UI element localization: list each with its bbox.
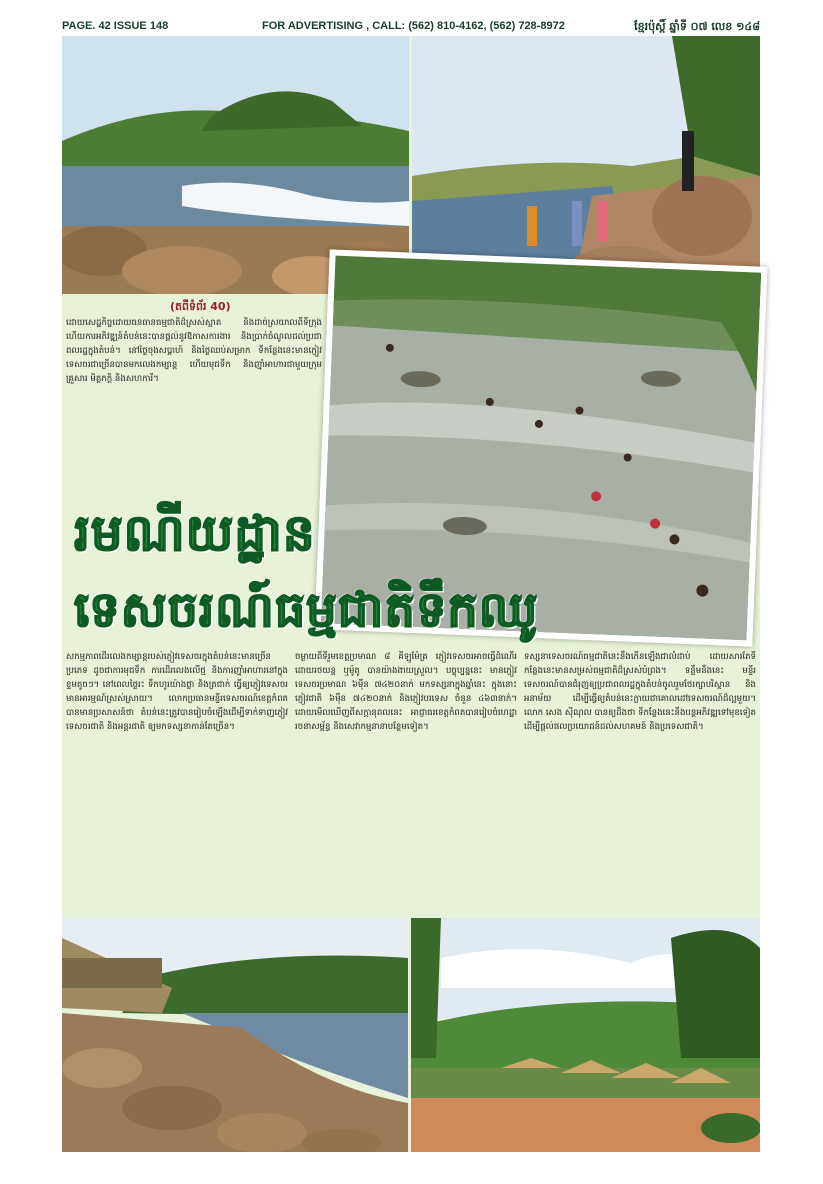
page-issue-label: PAGE. 42 ISSUE 148 (62, 20, 169, 32)
article-title-line2: ទេសចរណ៍ធម្មជាតិទឹកឈូ (74, 582, 539, 638)
photo-huts-in-valley (411, 918, 760, 1152)
advertising-contact: FOR ADVERTISING , CALL: (562) 810-4162, (562) 728-8972 (262, 20, 565, 32)
body-column-3: ទស្សនាទេសចរណ៍ធម្មជាតិនេះនឹងកើនឡើងជាលំដាប់ ដោយសារតែទីកន្លែងនេះមានសម្រស់ធម្មជាតិដ៏ស្រស់បំព្រង។ ទន្ទឹមនឹងនេះ មន្ទីរទេសចរណ៍បានជំរុញឲ្យប្រជាពលរដ្ឋក្នុងតំបន់ចូលរួមថែរក្សាបរិស្ថាន និងអនាម័យ ដើម្បីធ្វើឲ្យតំបន់នេះក្លាយជាគោលដៅទេសចរណ៍ដ៏ល្អមួយ។ លោក សេង ស៊ីណុល បានឲ្យដឹងថា ទីកន្លែងនេះនឹងបន្តអភិវឌ្ឍទៅមុខទៀត ដើម្បីផ្តល់ផលប្រយោជន៍ដល់សហគមន៍ និងប្រទេសជាតិ។ (524, 652, 756, 733)
photo-huts-by-river (62, 918, 408, 1152)
article-title-line1: រមណីយដ្ឋាន (74, 504, 316, 562)
body-column-1: សកម្មភាពដើរលេងកម្សាន្តរបស់ភ្ញៀវទេសចរក្នុងតំបន់នេះមានច្រើនប្រភេទ ដូចជាការមុជទឹក ការដើរលេងលើថ្ម និងការញ៉ាំអាហារនៅក្នុងខ្ទមតូចៗ។ នៅពេលថ្ងៃរះ ទឹកហូរយ៉ាងថ្លា និងត្រជាក់ ធ្វើឲ្យភ្ញៀវទេសចរមានអារម្មណ៍ស្រស់ស្រាយ។ លោកប្រធានមន្ទីរទេសចរណ៍ខេត្តកំពតបានមានប្រសាសន៍ថា តំបន់នេះត្រូវបានរៀបចំឡើងដើម្បីទាក់ទាញភ្ញៀវទេសចរជាតិ និងអន្តរជាតិ ឲ្យមកទស្សនាកាន់តែច្រើន។ (66, 652, 288, 733)
page-header (62, 20, 760, 36)
masthead-khmer: ខ្មែរប៉ុស្តិ៍ ឆ្នាំទី ០៧ លេខ ១៤៨ (634, 20, 760, 33)
continued-from-label: (តពីទំព័រ 40) (170, 300, 231, 313)
intro-paragraph: ដោយសេដ្ឋកិច្ចដោយធនធានធម្មជាតិដ៏ស្រស់ស្អាត និងដាច់ស្រយាលពីទីក្រុង ហើយការអភិវឌ្ឍន៍តំបន់នេះបានផ្តល់នូវឱកាសការងារ និងប្រាក់ចំណូលដល់ប្រជាពលរដ្ឋក្នុងតំបន់។ នៅថ្ងៃចុងសប្តាហ៍ និងថ្ងៃឈប់សម្រាក ទីកន្លែងនេះមានភ្ញៀវទេសចរជាច្រើនបានមកលេងកម្សាន្ត ហើយមុជទឹក និងញ៉ាំអាហារជាមួយក្រុមគ្រួសារ មិត្តភក្តិ និងសហការី។ (66, 318, 322, 385)
body-column-2: ចម្ងាយពីទីរួមខេត្តប្រមាណ ៨ គីឡូម៉ែត្រ ភ្ញៀវទេសចរអាចធ្វើដំណើរដោយរថយន្ត ឬម៉ូតូ បានយ៉ាងងាយស្រួល។ បច្ចុប្បន្ននេះ មានភ្ញៀវទេសចរប្រមាណ ៦ម៉ឺន ៧៤២០នាក់ មកទស្សនាក្នុងឆ្នាំនេះ ក្នុងនោះភ្ញៀវជាតិ ៦ម៉ឺន ៧៤២០នាក់ និងភ្ញៀវបរទេស ចំនួន ៤៦៣នាក់។ ដោយមើលឃើញពីសក្តានុពលនេះ អាជ្ញាធរខេត្តកំពតបានរៀបចំហេដ្ឋារចនាសម្ព័ន្ធ និងសេវាកម្មនានាបន្ថែមទៀត។ (295, 652, 517, 733)
